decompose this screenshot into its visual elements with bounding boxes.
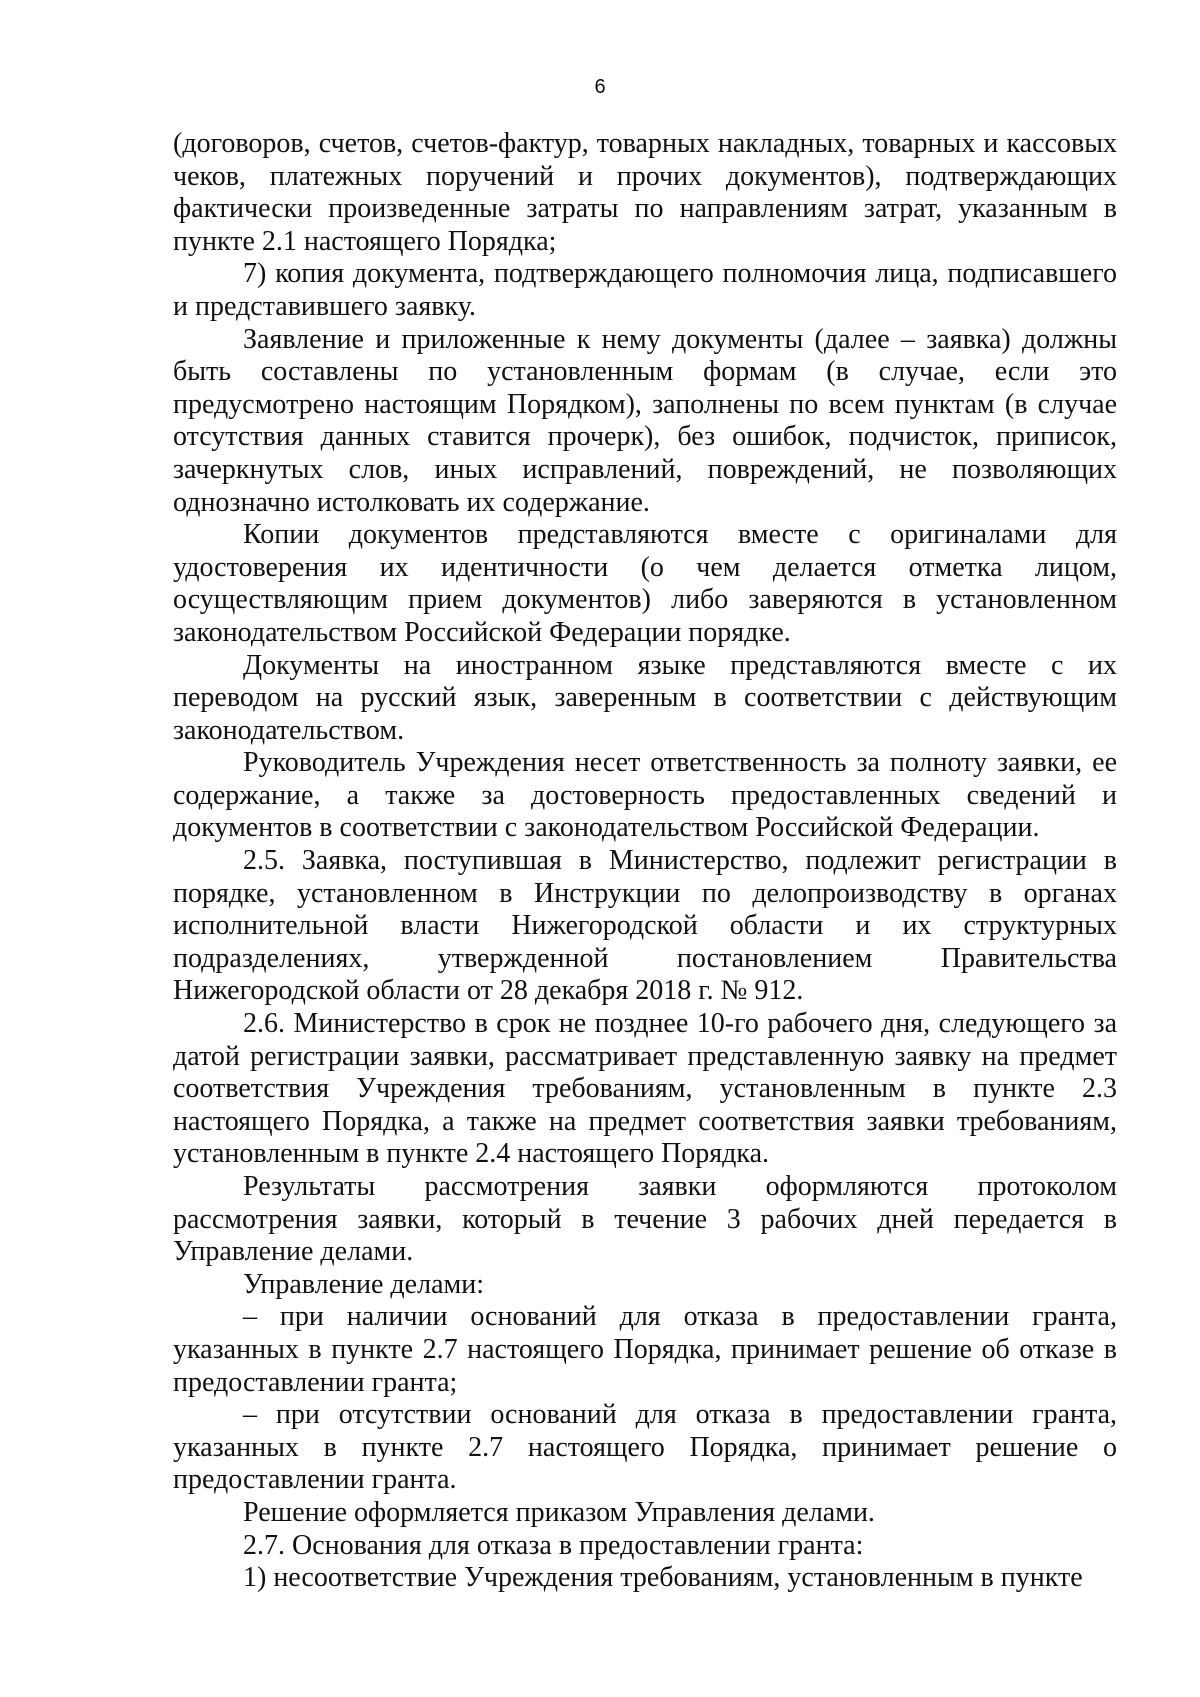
paragraph: Заявление и приложенные к нему документы (далее – заявка) должны быть составлены по установленным формам (в случае, если это предусмотрено настоящим Порядком), заполнены по всем пунктам (в случае отсутствия данных ставится прочерк), без ошибок, подчисток, приписок, зачеркнутых слов, иных исправлений, повреждений, не позволяющих однозначно истолковать их содержание. xyxy=(173,323,1117,518)
paragraph: 7) копия документа, подтверждающего полномочия лица, подписавшего и представившего заявку. xyxy=(173,258,1117,322)
paragraph: (договоров, счетов, счетов-фактур, товарных накладных, товарных и кассовых чеков, платежных поручений и прочих документов), подтверждающих фактически произведенные затраты по направлениям затрат, указанным в пункте 2.1 настоящего Порядка; xyxy=(173,128,1117,257)
paragraph: Управление делами: xyxy=(243,1268,484,1300)
paragraph: Решение оформляется приказом Управления делами. xyxy=(243,1496,875,1528)
paragraph: – при наличии оснований для отказа в предоставлении гранта, указанных в пункте 2.7 настоящего Порядка, принимает решение об отказе в предоставлении гранта; xyxy=(173,1301,1117,1398)
paragraph: Руководитель Учреждения несет ответственность за полноту заявки, ее содержание, а также за достоверность предоставленных сведений и документов в соответствии с законодательством Российской Федерации. xyxy=(173,747,1117,844)
paragraph: – при отсутствии оснований для отказа в предоставлении гранта, указанных в пункте 2.7 настоящего Порядка, принимает решение о предоставлении гранта. xyxy=(173,1399,1117,1496)
paragraph: 2.5. Заявка, поступившая в Министерство, подлежит регистрации в порядке, установленном в Инструкции по делопроизводству в органах исполнительной власти Нижегородской области и их структурных подразделениях, утвержденной постановлением Правительства Нижегородской области от 28 декабря 2018 г. № 912. xyxy=(173,845,1117,1007)
page-number: 6 xyxy=(594,76,606,98)
paragraph: Документы на иностранном языке представляются вместе с их переводом на русский язык, заверенным в соответствии с действующим законодательством. xyxy=(173,649,1117,746)
paragraph: Копии документов представляются вместе с оригиналами для удостоверения их идентичности (о чем делается отметка лицом, осуществляющим прием документов) либо заверяются в установленном законодательством Российской Федерации порядке. xyxy=(173,519,1117,648)
paragraph: 2.7. Основания для отказа в предоставлении гранта: xyxy=(243,1529,864,1561)
document-body xyxy=(173,128,1117,1595)
paragraph: 2.6. Министерство в срок не позднее 10-го рабочего дня, следующего за датой регистрации заявки, рассматривает представленную заявку на предмет соответствия Учреждения требованиям, установленным в пункте 2.3 настоящего Порядка, а также на предмет соответствия заявки требованиям, установленным в пункте 2.4 настоящего Порядка. xyxy=(173,1008,1117,1170)
paragraph: 1) несоответствие Учреждения требованиям, установленным в пункте xyxy=(243,1562,1083,1594)
paragraph: Результаты рассмотрения заявки оформляются протоколом рассмотрения заявки, который в течение 3 рабочих дней передается в Управление делами. xyxy=(173,1171,1117,1268)
